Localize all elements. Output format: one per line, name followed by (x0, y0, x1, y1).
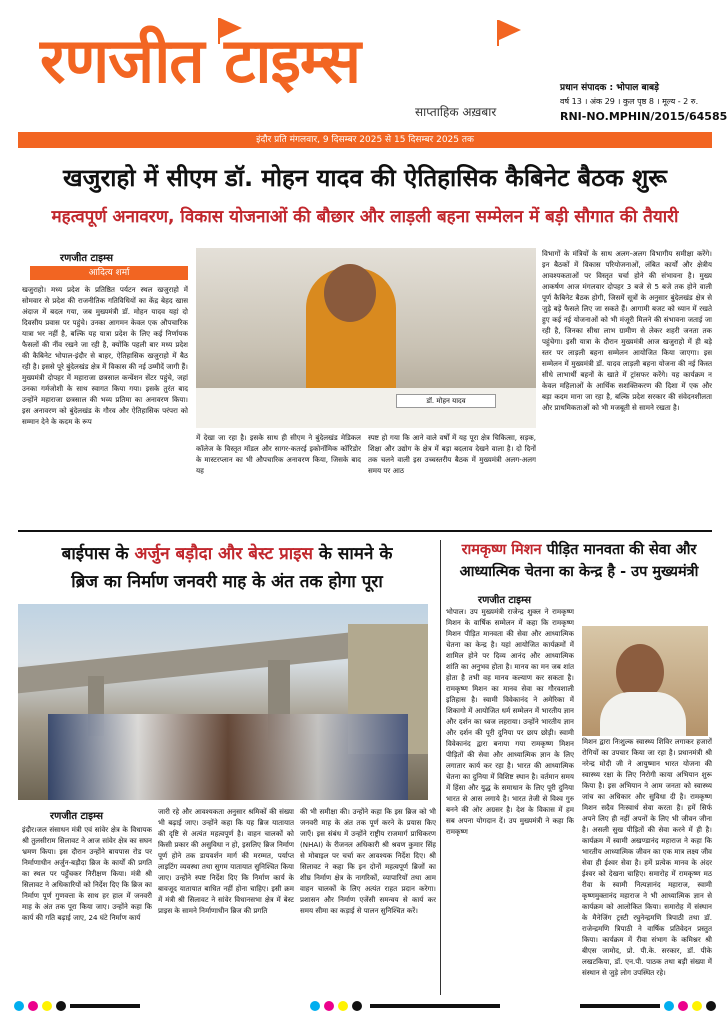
story1-subheadline: महत्वपूर्ण अनावरण, विकास योजनाओं की बौछार और लाड़ली बहना सम्मेलन में बड़ी सौगात की तैयारी (51, 207, 679, 227)
story2-headline-line2: ब्रिज का निर्माण जनवरी माह के अंत तक होगा पूरा (71, 572, 383, 592)
story2-column-3: की भी समीक्षा की। उन्होंने कहा कि इस ब्रिज को भी जनवरी माह के अंत तक पूर्ण करने के प्रयास किए जाएँ। इस संबंध में उन्होंने राष्ट्रीय राजमार्ग प्राधिकरण (NHAI) के रीजनल अधिकारी श्री श्रवण कुमार सिंह से मोबाइल पर चर्चा कर आवश्यक निर्देश दिए। श्री सिलावट ने कहा कि इन दोनों महत्वपूर्ण ब्रिजों का शीघ्र निर्माण क्षेत्र के नागरिकों, व्यापारियों तथा आम वाहन चालकों के लिए अत्यंत राहत प्रदान करेगा। प्रशासन और निर्माण एजेंसी समन्वय से कार्य कर समय सीमा का कड़ाई से पालन सुनिश्चित करें। (300, 807, 436, 915)
bridge-deck (18, 633, 348, 694)
story3-byline: रणजीत टाइम्स (478, 595, 532, 606)
photo-spacer (582, 590, 712, 736)
story2-photo (18, 604, 428, 800)
story1-column-2: में देखा जा रहा है। इसके साथ ही सीएम ने बुंदेलखंड मेडिकल कॉलेज के विस्तृत मॉडल और सागर-कतरई इकोनॉमिक कॉरिडोर के मास्टरप्लान का भी औपचारिक अनावरण किया, जिसके बाद यह (196, 433, 361, 475)
story1-column-3: स्पष्ट हो गया कि आने वाले वर्षों में यह पूरा क्षेत्र चिकित्सा, सड़क, शिक्षा और उद्योग के क्षेत्र में बड़ा बदलाव देखने वाला है। दो दिनों तक चलने वाली इस उच्चस्तरीय बैठक में मुख्यमंत्री अलग-अलग समय पर आठ (368, 433, 536, 475)
people-group (48, 714, 408, 800)
story1-headline: खजुराहो में सीएम डॉ. मोहन यादव की ऐतिहासिक कैबिनेट बैठक शुरू (63, 164, 667, 192)
flag-icon (499, 20, 521, 40)
story2-column-1: इंदौर।जल संसाधन मंत्री एवं सांवेर क्षेत्र के विधायक श्री तुलसीराम सिलावट ने आज सांवेर क्षेत्र का सघन भ्रमण किया। इस दौरान उन्होंने बायपास रोड पर निर्माणाधीन अर्जुन-बड़ौदा ब्रिज के कार्यों की प्रगति का स्थल पर पहुँचकर निरीक्षण किया। मंत्री श्री सिलावट ने अधिकारियों को निर्देश दिए कि ब्रिज का निर्माण पूर्ण गुणवत्ता के साथ हर हाल में जनवरी माह के अंत तक पूरा किया जाए। उन्होंने कहा कि कार्य की गति बढ़ाई जाए, 24 घंटे निर्माण कार्य (22, 825, 152, 922)
story2-byline: रणजीत टाइम्स (50, 811, 104, 822)
masthead (0, 0, 728, 134)
story1-column-1: खजुराहो। मध्य प्रदेश के प्रतिष्ठित पर्यटन स्थल खजुराहो में सोमवार से प्रदेश की राजनीतिक गतिविधियों का केंद्र बेहद खास अंदाज में बदल गया, जब मुख्यमंत्री डॉ. मोहन यादव यहां दो दिवसीय प्रवास पर पहुंचे। उनका आगमन केवल एक औपचारिक यात्रा भर नहीं है, बल्कि यह यात्रा प्रदेश के लिए कई निर्णायक फैसलों की नींव रखने जा रही है, क्योंकि पहली बार मध्य प्रदेश की कैबिनेट भोपाल-इंदौर से बाहर, ऐतिहासिक खजुराहो में बैठ रही है। इससे पूरे बुंदेलखंड क्षेत्र में विकास की नई उम्मीदें जागी हैं। मुख्यमंत्री दोपहर में महाराजा छत्रसाल कन्वेंशन सेंटर पहुंचे, जहां उनका गर्मजोशी के साथ स्वागत किया गया। इसके तुरंत बाद उन्होंने महाराजा छत्रसाल की भव्य प्रतिमा का अनावरण किया। इस अनावरण को बुंदेलखंड के गौरव और ऐतिहासिक परंपरा को सम्मान देने के कदम के रूप (22, 285, 188, 426)
editor-line: प्रधान संपादक : भोपाल बाबड़े (560, 83, 659, 93)
issue-line: वर्ष 13 । अंक 29 । कुल पृष्ठ 8 । मूल्य - 2 रु. (560, 97, 699, 106)
story2-column-2: जारी रहे और आवश्यकता अनुसार श्रमिकों की संख्या भी बढ़ाई जाए। उन्होंने कहा कि यह ब्रिज यातायात की दृष्टि से अत्यंत महत्वपूर्ण है। वाहन चालकों को किसी प्रकार की असुविधा न हो, इसलिए ब्रिज निर्माण पूर्ण होने तक डायवर्शन मार्ग की मरम्मत, पर्याप्त लाइटिंग व्यवस्था तथा सुगम यातायात सुनिश्चित किया जाए। उन्होंने स्पष्ट निर्देश दिए कि निर्माण कार्य के बावजूद यातायात बाधित नहीं होना चाहिए। इसी क्रम में मंत्री श्री सिलावट ने सांवेर विधानसभा क्षेत्र में बेस्ट प्राइस के सामने निर्माणाधीन ब्रिज की प्रगति (158, 807, 294, 915)
person-head (324, 264, 376, 322)
story3-column-2 (582, 590, 712, 996)
story3-column-2-text: मिशन द्वारा निःशुल्क स्वास्थ्य शिविर लगाकर हजारों रोगियों का उपचार किया जा रहा है। प्रधानमंत्री श्री नरेन्द्र मोदी जी ने आयुष्मान भारत योजना की स्वास्थ्य रक्षा के लिए निरोगी काया अभियान शुरू किया है। इस अभियान ने आम जनता को स्वास्थ्य जांच का अधिकार और सुविधा दी है। रामकृष्ण मिशन सदैव निःस्वार्थ सेवा करता है। हमें सिर्फ अपने लिए ही नहीं अपनों के लिए भी जीवन जीना है। असली सुख पीड़ितों की सेवा करने में ही है। कार्यक्रम में स्वामी अखण्डानंद महाराज ने कहा कि भारतीय आध्यात्मिक जीवन का एक मात्र लक्ष्य जीव सेवा ही ईश्वर सेवा है। हमें प्रत्येक मानव के अंदर ईश्वर को देखना चाहिए। समारोह में रामकृष्ण मठ रीवा के स्वामी नित्यज्ञानंद महाराज, स्वामी कृष्णमुक्तानंद महाराज ने भी आध्यात्मिक ज्ञान से कार्यक्रम को आलोकित किया। समारोह में संस्थान के मैनेजिंग ट्रस्टी रघुनेन्द्रमणि त्रिपाठी तथा डॉ. राजेन्द्रमणि त्रिपाठी ने वार्षिक प्रतिवेदन प्रस्तुत किया। कार्यक्रम में रीवा संभाग के कमिश्नर श्री बीएस जामोद, प्रो. पी.के. सरकार, डॉ. पीके लखटकिया, डॉ. एन.पी. पाठक तथा बड़ी संख्या में संस्थान से जुड़े लोग उपस्थित रहे। (582, 737, 712, 977)
column-divider (440, 540, 441, 995)
section-divider (18, 530, 712, 532)
story3-column-1: भोपाल। उप मुख्यमंत्री राजेन्द्र शुक्ल ने रामकृष्ण मिशन के वार्षिक सम्मेलन में कहा कि रामकृष्ण मिशन पीड़ित मानवता की सेवा और आध्यात्मिक चेतना का केन्द्र है। यहां आयोजित कार्यक्रमों में शामिल होने पर दिव्य आनंद और आध्यात्मिक शांति का अनुभव होता है। मानव का मन जब शांत होता है तभी वह मानव कल्याण कर सकता है। रामकृष्ण मिशन का मानव सेवा का गौरवशाली इतिहास है। स्वामी विवेकानंद ने अमेरिका में शिकागो में आयोजित धर्म सम्मेलन में भारतीय ज्ञान और दर्शन का ध्वज लहराया। उन्होंने भारतीय ज्ञान और दर्शन की पूरी दुनिया पर छाप छोड़ी। स्वामी विवेकानंद द्वारा बनाया गया रामकृष्ण मिशन पीड़ितों की सेवा और आध्यात्मिक ज्ञान के लिए लगातार कार्य कर रहा है। भारत की आध्यात्मिक चेतना का दुनिया में विशिष्ट स्थान है। वर्तमान समय में हिंसा और युद्ध के समाधान के लिए पूरी दुनिया भारत से आस लगाये है। भारत तेजी से विश्व गुरु बनने की ओर अग्रसर है। देश के विकास में हम सब अपना योगदान दें। उप मुख्यमंत्री ने कहा कि रामकृष्ण (446, 607, 574, 836)
nameplate: डॉ. मोहन यादव (396, 394, 496, 408)
logo-title: रणजीत टाइम्स (40, 24, 360, 97)
story3-headline-line2: आध्यात्मिक चेतना का केन्द्र है - उप मुख्यमंत्री (459, 564, 699, 580)
story3-headline-line1: रामकृष्ण मिशन पीड़ित मानवता की सेवा और (461, 542, 697, 558)
story1-byline: रणजीत टाइम्स (60, 253, 114, 264)
footer-color-bar (0, 1000, 728, 1012)
story1-column-4: विभागों के मंत्रियों के साथ अलग-अलग विभागीय समीक्षा करेंगे। इन बैठकों में विकास परियोजनाओं, लंबित कार्यों और क्षेत्रीय आवश्यकताओं पर विस्तृत चर्चा होने की संभावना है। मुख्य आकर्षण आज मंगलवार दोपहर 3 बजे से 5 बजे तक होने वाली पूर्ण कैबिनेट बैठक होगी, जिसमें सूत्रों के अनुसार बुंदेलखंड क्षेत्र से जुड़े बड़े फैसले लिए जा सकते हैं। आगामी बजट को ध्यान में रखते हुए कई नई योजनाओं को भी मंजूरी मिलने की संभावना जताई जा रही है, जिनका सीधा लाभ ग्रामीण से लेकर शहरी जनता तक पहुंचेगा। इसी यात्रा के दौरान मुख्यमंत्री आज खजुराहो में ही बड़े स्तर पर लाड़ली बहना सम्मेलन आयोजित किया जाएगा। इस सम्मेलन में मुख्यमंत्री डॉ. यादव लाड़ली बहना योजना की नई किस्त सीधे लाभार्थी बहनों के खाते में ट्रांसफर करेंगे। यह कार्यक्रम न केवल महिलाओं के आर्थिक सशक्तिकरण की दिशा में एक और बड़ा कदम माना जा रहा है, बल्कि प्रदेश सरकार की संवेदनशीलता और प्राथमिकताओं को भी मजबूती से सामने रखता है। (542, 249, 712, 412)
story1-author: आदित्य शर्मा (30, 266, 188, 280)
date-band: इंदौर प्रति मंगलवार, 9 दिसम्बर 2025 से 15 दिसम्बर 2025 तक (18, 132, 712, 148)
logo-subtitle: साप्ताहिक अख़बार (415, 105, 497, 119)
story2-headline-line1: बाईपास के अर्जुन बड़ौदा और बेस्ट प्राइस के सामने के (61, 544, 393, 564)
story1-photo (196, 248, 536, 428)
rni-number: RNI-NO.MPHIN/2015/64585 (560, 110, 728, 123)
